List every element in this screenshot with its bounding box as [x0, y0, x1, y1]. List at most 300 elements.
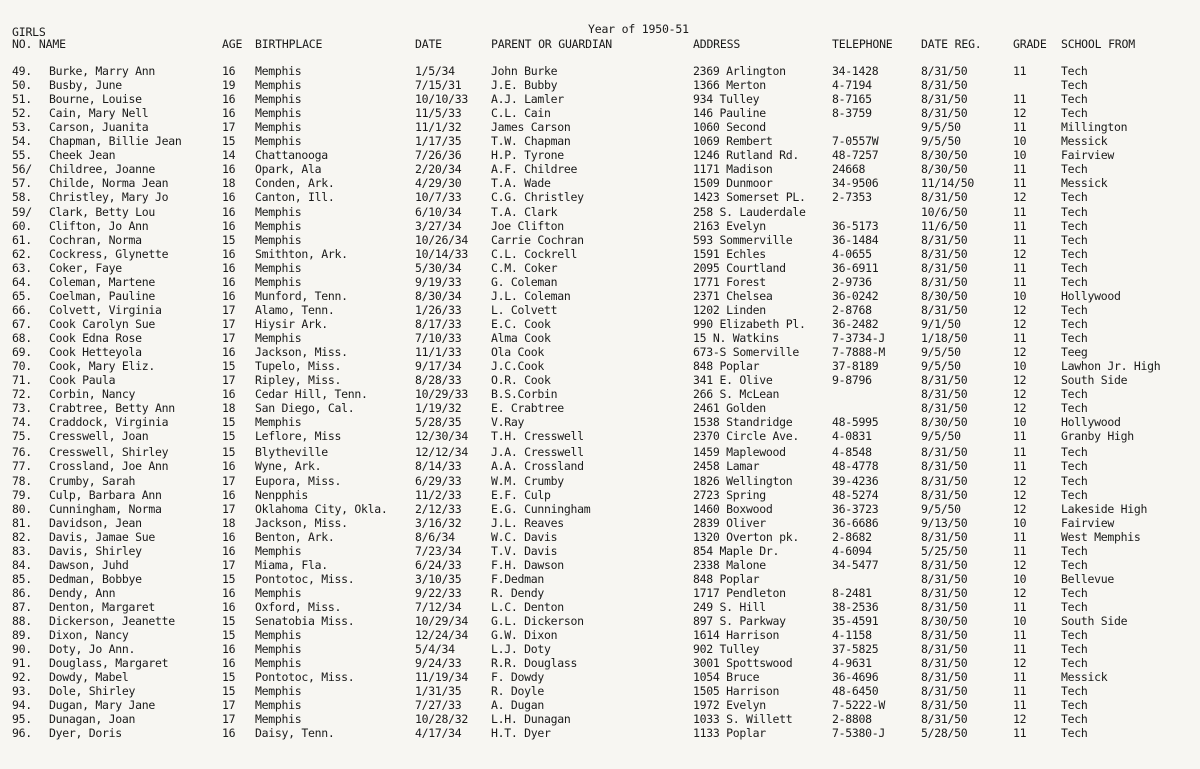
- telephone: 48-7257: [832, 148, 879, 163]
- student-age: 16: [222, 288, 236, 303]
- address: 1505 Harrison: [693, 684, 780, 699]
- date-registered: 8/31/50: [921, 401, 968, 416]
- birthplace: Leflore, Miss: [255, 429, 342, 444]
- row-number: 93.: [12, 684, 32, 699]
- student-age: 17: [222, 373, 236, 388]
- student-name: Bourne, Louise: [49, 92, 142, 107]
- table-row: [0, 530, 1200, 544]
- birthplace: Cedar Hill, Tenn.: [255, 387, 368, 402]
- address: 341 E. Olive: [693, 373, 773, 388]
- grade: 11: [1013, 599, 1027, 614]
- student-age: 16: [222, 487, 236, 502]
- student-name: Dowdy, Mabel: [49, 670, 129, 685]
- telephone: 4-0655: [832, 246, 872, 261]
- birthplace: Chattanooga: [255, 148, 328, 163]
- student-age: 16: [222, 345, 236, 359]
- student-age: 15: [222, 614, 236, 628]
- parent-guardian: G. Coleman: [491, 274, 558, 289]
- student-name: Dole, Shirley: [49, 684, 136, 699]
- grade: 11: [1013, 445, 1027, 460]
- address: 2461 Golden: [693, 401, 766, 416]
- address: 1246 Rutland Rd.: [693, 148, 799, 163]
- date-registered: 8/31/50: [921, 571, 968, 586]
- school-from: Tech: [1061, 190, 1088, 205]
- date-registered: 8/30/50: [921, 614, 968, 628]
- table-row: [0, 261, 1200, 275]
- birthplace: Eupora, Miss.: [255, 473, 342, 488]
- address: 1054 Bruce: [693, 670, 760, 685]
- date-registered: 8/31/50: [921, 459, 968, 474]
- row-number: 69.: [12, 345, 32, 359]
- grade: 11: [1013, 274, 1027, 289]
- birthplace: Senatobia Miss.: [255, 614, 355, 628]
- row-number: 84.: [12, 557, 32, 572]
- school-from: Tech: [1061, 628, 1088, 642]
- grade: 10: [1013, 614, 1027, 628]
- birthplace: Memphis: [255, 698, 302, 713]
- school-from: Hollywood: [1061, 415, 1121, 430]
- row-number: 92.: [12, 670, 32, 685]
- row-number: 56/: [12, 162, 32, 177]
- address: 902 Tulley: [693, 642, 760, 657]
- table-row: [0, 345, 1200, 359]
- grade: 11: [1013, 120, 1027, 135]
- birthplace: Munford, Tenn.: [255, 288, 348, 303]
- student-name: Dawson, Juhd: [49, 557, 129, 572]
- school-from: Tech: [1061, 302, 1088, 317]
- parent-guardian: Ola Cook: [491, 345, 544, 359]
- birthplace: Memphis: [255, 712, 302, 727]
- student-age: 16: [222, 64, 236, 78]
- grade: 12: [1013, 473, 1027, 488]
- student-name: Cook, Mary Eliz.: [49, 359, 155, 374]
- address: 1460 Boxwood: [693, 501, 773, 516]
- date-registered: 8/31/50: [921, 698, 968, 713]
- header-telephone: TELEPHONE: [832, 37, 893, 51]
- birth-date: 5/30/34: [415, 260, 462, 275]
- student-age: 16: [222, 459, 236, 474]
- student-name: Cresswell, Joan: [49, 429, 149, 444]
- school-from: Tech: [1061, 78, 1088, 92]
- birth-date: 11/19/34: [415, 670, 468, 685]
- telephone: 8-2481: [832, 585, 872, 600]
- grade: 11: [1013, 429, 1027, 444]
- date-registered: 8/31/50: [921, 274, 968, 289]
- row-number: 53.: [12, 120, 32, 135]
- birthplace: Pontotoc, Miss.: [255, 670, 355, 685]
- school-from: Tech: [1061, 330, 1088, 345]
- parent-guardian: J.L. Coleman: [491, 288, 571, 303]
- student-name: Craddock, Virginia: [49, 415, 169, 430]
- school-from: Millington: [1061, 120, 1128, 135]
- telephone: 37-8189: [832, 359, 879, 374]
- parent-guardian: T.W. Chapman: [491, 134, 571, 149]
- grade: 12: [1013, 246, 1027, 261]
- telephone: 4-8548: [832, 445, 872, 460]
- grade: 11: [1013, 232, 1027, 247]
- parent-guardian: J.C.Cook: [491, 359, 544, 374]
- grade: 11: [1013, 628, 1027, 642]
- telephone: 24668: [832, 162, 866, 177]
- date-registered: 8/31/50: [921, 642, 968, 657]
- parent-guardian: C.L. Cain: [491, 106, 551, 121]
- address: 1538 Standridge: [693, 415, 793, 430]
- birthplace: Conden, Ark.: [255, 176, 335, 191]
- student-name: Burke, Marry Ann: [49, 64, 155, 78]
- birth-date: 10/10/33: [415, 92, 468, 107]
- row-number: 96.: [12, 726, 32, 741]
- school-from: Tech: [1061, 401, 1088, 416]
- date-registered: 8/31/50: [921, 656, 968, 671]
- parent-guardian: E.C. Cook: [491, 316, 551, 331]
- birth-date: 12/30/34: [415, 429, 468, 444]
- date-registered: 8/31/50: [921, 232, 968, 247]
- school-from: Fairview: [1061, 515, 1114, 530]
- address: 854 Maple Dr.: [693, 543, 780, 558]
- row-number: 58.: [12, 190, 32, 205]
- address: 2723 Spring: [693, 487, 766, 502]
- parent-guardian: H.T. Dyer: [491, 726, 551, 741]
- birth-date: 8/17/33: [415, 316, 462, 331]
- student-name: Clifton, Jo Ann: [49, 218, 149, 233]
- address: 990 Elizabeth Pl.: [693, 316, 806, 331]
- telephone: 4-9631: [832, 656, 872, 671]
- birth-date: 3/10/35: [415, 571, 462, 586]
- school-from: Tech: [1061, 246, 1088, 261]
- student-name: Cook Edna Rose: [49, 330, 142, 345]
- parent-guardian: H.P. Tyrone: [491, 148, 564, 163]
- table-row: [0, 120, 1200, 134]
- birth-date: 7/26/36: [415, 148, 462, 163]
- school-from: Tech: [1061, 92, 1088, 107]
- birth-date: 8/28/33: [415, 373, 462, 388]
- address: 897 S. Parkway: [693, 614, 786, 628]
- address: 934 Tulley: [693, 92, 760, 107]
- telephone: 34-1428: [832, 64, 879, 78]
- birth-date: 7/10/33: [415, 330, 462, 345]
- birthplace: Memphis: [255, 543, 302, 558]
- date-registered: 8/31/50: [921, 487, 968, 502]
- student-name: Dugan, Mary Jane: [49, 698, 155, 713]
- birth-date: 12/24/34: [415, 628, 468, 642]
- birth-date: 3/27/34: [415, 218, 462, 233]
- telephone: 8-7165: [832, 92, 872, 107]
- table-row: [0, 628, 1200, 642]
- row-number: 59/: [12, 204, 32, 219]
- row-number: 86.: [12, 585, 32, 600]
- date-registered: 9/5/50: [921, 359, 961, 374]
- student-age: 16: [222, 246, 236, 261]
- telephone: 38-2536: [832, 599, 879, 614]
- student-age: 16: [222, 387, 236, 402]
- student-age: 18: [222, 176, 236, 191]
- row-number: 55.: [12, 148, 32, 163]
- row-number: 64.: [12, 274, 32, 289]
- birthplace: Daisy, Tenn.: [255, 726, 335, 741]
- row-number: 66.: [12, 302, 32, 317]
- school-from: Tech: [1061, 656, 1088, 671]
- address: 1459 Maplewood: [693, 445, 786, 460]
- grade: 12: [1013, 302, 1027, 317]
- school-from: Tech: [1061, 684, 1088, 699]
- table-row: [0, 64, 1200, 78]
- table-row: [0, 92, 1200, 106]
- address: 1717 Pendleton: [693, 585, 786, 600]
- birth-date: 10/28/32: [415, 712, 468, 727]
- header-school-from: SCHOOL FROM: [1061, 37, 1135, 51]
- table-row: [0, 205, 1200, 219]
- telephone: 2-9736: [832, 274, 872, 289]
- grade: 11: [1013, 642, 1027, 657]
- birth-date: 2/12/33: [415, 501, 462, 516]
- header-address: ADDRESS: [693, 37, 741, 51]
- school-from: Tech: [1061, 557, 1088, 572]
- birthplace: Memphis: [255, 134, 302, 149]
- telephone: 8-3759: [832, 106, 872, 121]
- grade: 10: [1013, 515, 1027, 530]
- date-registered: 8/31/50: [921, 302, 968, 317]
- table-row: [0, 387, 1200, 401]
- birth-date: 1/31/35: [415, 684, 462, 699]
- row-number: 91.: [12, 656, 32, 671]
- grade: 12: [1013, 106, 1027, 121]
- address: 15 N. Watkins: [693, 330, 780, 345]
- student-age: 15: [222, 415, 236, 430]
- date-registered: 8/31/50: [921, 712, 968, 727]
- student-age: 16: [222, 599, 236, 614]
- parent-guardian: J.A. Cresswell: [491, 445, 584, 460]
- table-row: [0, 586, 1200, 600]
- student-name: Dyer, Doris: [49, 726, 122, 741]
- parent-guardian: R.R. Douglass: [491, 656, 578, 671]
- birthplace: Memphis: [255, 204, 302, 219]
- parent-guardian: E.F. Culp: [491, 487, 551, 502]
- student-age: 16: [222, 190, 236, 205]
- telephone: 7-7888-M: [832, 345, 885, 359]
- grade: 11: [1013, 543, 1027, 558]
- birthplace: Memphis: [255, 628, 302, 642]
- student-age: 16: [222, 204, 236, 219]
- header-parent: PARENT OR GUARDIAN: [491, 37, 613, 51]
- birth-date: 1/26/33: [415, 302, 462, 317]
- student-name: Corbin, Nancy: [49, 387, 136, 402]
- student-age: 17: [222, 698, 236, 713]
- parent-guardian: J.L. Reaves: [491, 515, 564, 530]
- student-age: 16: [222, 274, 236, 289]
- grade: 12: [1013, 373, 1027, 388]
- school-from: Tech: [1061, 599, 1088, 614]
- table-row: [0, 698, 1200, 712]
- address: 258 S. Lauderdale: [693, 204, 806, 219]
- parent-guardian: John Burke: [491, 64, 558, 78]
- student-name: Cochran, Norma: [49, 232, 142, 247]
- parent-guardian: F.Dedman: [491, 571, 544, 586]
- student-name: Cook Hetteyola: [49, 345, 142, 359]
- birth-date: 1/19/32: [415, 401, 462, 416]
- birth-date: 8/30/34: [415, 288, 462, 303]
- student-age: 17: [222, 302, 236, 317]
- header-birthplace: BIRTHPLACE: [255, 37, 323, 51]
- student-name: Cockress, Glynette: [49, 246, 169, 261]
- birthplace: Tupelo, Miss.: [255, 359, 342, 374]
- birth-date: 10/29/33: [415, 387, 468, 402]
- header-date: DATE: [415, 37, 442, 51]
- telephone: 7-3734-J: [832, 330, 885, 345]
- parent-guardian: Carrie Cochran: [491, 232, 584, 247]
- grade: 12: [1013, 501, 1027, 516]
- telephone: 2-8808: [832, 712, 872, 727]
- address: 146 Pauline: [693, 106, 766, 121]
- school-from: Lakeside High: [1061, 501, 1148, 516]
- birthplace: Ripley, Miss.: [255, 373, 342, 388]
- school-from: Tech: [1061, 473, 1088, 488]
- student-name: Dedman, Bobbye: [49, 571, 142, 586]
- grade: 11: [1013, 92, 1027, 107]
- student-age: 16: [222, 585, 236, 600]
- school-from: Tech: [1061, 712, 1088, 727]
- parent-guardian: Alma Cook: [491, 330, 551, 345]
- parent-guardian: A. Dugan: [491, 698, 544, 713]
- telephone: 36-3723: [832, 501, 879, 516]
- telephone: 48-4778: [832, 459, 879, 474]
- student-age: 15: [222, 445, 236, 460]
- grade: 12: [1013, 190, 1027, 205]
- address: 1423 Somerset PL.: [693, 190, 806, 205]
- grade: 12: [1013, 345, 1027, 359]
- grade: 11: [1013, 670, 1027, 685]
- table-row: [0, 642, 1200, 656]
- header-grade: GRADE: [1013, 37, 1047, 51]
- school-from: Tech: [1061, 106, 1088, 121]
- school-from: Tech: [1061, 698, 1088, 713]
- table-row: [0, 544, 1200, 558]
- row-number: 49.: [12, 64, 32, 78]
- birthplace: Miama, Fla.: [255, 557, 328, 572]
- date-registered: 8/31/50: [921, 373, 968, 388]
- table-row: [0, 415, 1200, 429]
- table-row: [0, 78, 1200, 92]
- row-number: 90.: [12, 642, 32, 657]
- student-name: Douglass, Margaret: [49, 656, 169, 671]
- student-name: Cook Carolyn Sue: [49, 316, 155, 331]
- parent-guardian: T.A. Clark: [491, 204, 558, 219]
- parent-guardian: W.C. Davis: [491, 529, 558, 544]
- table-row: [0, 275, 1200, 289]
- student-age: 17: [222, 557, 236, 572]
- address: 1060 Second: [693, 120, 766, 135]
- telephone: 2-8682: [832, 529, 872, 544]
- birthplace: Memphis: [255, 642, 302, 657]
- row-number: 70.: [12, 359, 32, 374]
- birth-date: 6/10/34: [415, 204, 462, 219]
- student-name: Crumby, Sarah: [49, 473, 136, 488]
- parent-guardian: E. Crabtree: [491, 401, 564, 416]
- telephone: 36-2482: [832, 316, 879, 331]
- parent-guardian: F.H. Dawson: [491, 557, 564, 572]
- student-age: 19: [222, 78, 236, 92]
- header-age: AGE: [222, 37, 243, 51]
- student-name: Cook Paula: [49, 373, 116, 388]
- student-name: Childree, Joanne: [49, 162, 155, 177]
- parent-guardian: O.R. Cook: [491, 373, 551, 388]
- grade: 11: [1013, 204, 1027, 219]
- student-name: Crossland, Joe Ann: [49, 459, 169, 474]
- student-age: 16: [222, 260, 236, 275]
- student-name: Davidson, Jean: [49, 515, 142, 530]
- school-from: Granby High: [1061, 429, 1134, 444]
- student-age: 16: [222, 162, 236, 177]
- date-registered: 8/31/50: [921, 92, 968, 107]
- student-name: Carson, Juanita: [49, 120, 149, 135]
- row-number: 68.: [12, 330, 32, 345]
- grade: 12: [1013, 712, 1027, 727]
- row-number: 72.: [12, 387, 32, 402]
- row-number: 61.: [12, 232, 32, 247]
- school-from: Tech: [1061, 316, 1088, 331]
- student-age: 18: [222, 515, 236, 530]
- address: 673-S Somerville: [693, 345, 799, 359]
- table-row: [0, 317, 1200, 331]
- student-age: 15: [222, 232, 236, 247]
- birth-date: 7/23/34: [415, 543, 462, 558]
- date-registered: 9/5/50: [921, 120, 961, 135]
- student-age: 16: [222, 726, 236, 741]
- telephone: 36-0242: [832, 288, 879, 303]
- parent-guardian: T.V. Davis: [491, 543, 558, 558]
- birth-date: 11/1/32: [415, 120, 462, 135]
- table-row: [0, 176, 1200, 190]
- birthplace: Memphis: [255, 92, 302, 107]
- parent-guardian: James Carson: [491, 120, 571, 135]
- date-registered: 8/31/50: [921, 260, 968, 275]
- table-row: [0, 516, 1200, 530]
- table-row: [0, 401, 1200, 415]
- grade: 11: [1013, 64, 1027, 78]
- table-row: [0, 359, 1200, 373]
- birthplace: Memphis: [255, 78, 302, 92]
- table-row: [0, 429, 1200, 443]
- table-row: [0, 474, 1200, 488]
- address: 593 Sommerville: [693, 232, 793, 247]
- student-age: 17: [222, 473, 236, 488]
- grade: 10: [1013, 134, 1027, 149]
- date-registered: 9/5/50: [921, 429, 961, 444]
- birth-date: 9/22/33: [415, 585, 462, 600]
- birth-date: 8/6/34: [415, 529, 455, 544]
- table-row: [0, 247, 1200, 261]
- school-from: Teeg: [1061, 345, 1088, 359]
- date-registered: 8/30/50: [921, 162, 968, 177]
- row-number: 89.: [12, 628, 32, 642]
- telephone: 7-5222-W: [832, 698, 885, 713]
- grade: 11: [1013, 684, 1027, 699]
- date-registered: 8/31/50: [921, 684, 968, 699]
- date-registered: 8/31/50: [921, 78, 968, 92]
- table-row: [0, 148, 1200, 162]
- student-name: Dendy, Ann: [49, 585, 116, 600]
- row-number: 75.: [12, 429, 32, 444]
- grade: 11: [1013, 162, 1027, 177]
- school-from: Tech: [1061, 204, 1088, 219]
- grade: 10: [1013, 148, 1027, 163]
- school-from: Messick: [1061, 134, 1108, 149]
- birthplace: Jackson, Miss.: [255, 515, 348, 530]
- birth-date: 9/24/33: [415, 656, 462, 671]
- address: 1133 Poplar: [693, 726, 766, 741]
- birth-date: 2/20/34: [415, 162, 462, 177]
- grade: 11: [1013, 459, 1027, 474]
- row-number: 80.: [12, 501, 32, 516]
